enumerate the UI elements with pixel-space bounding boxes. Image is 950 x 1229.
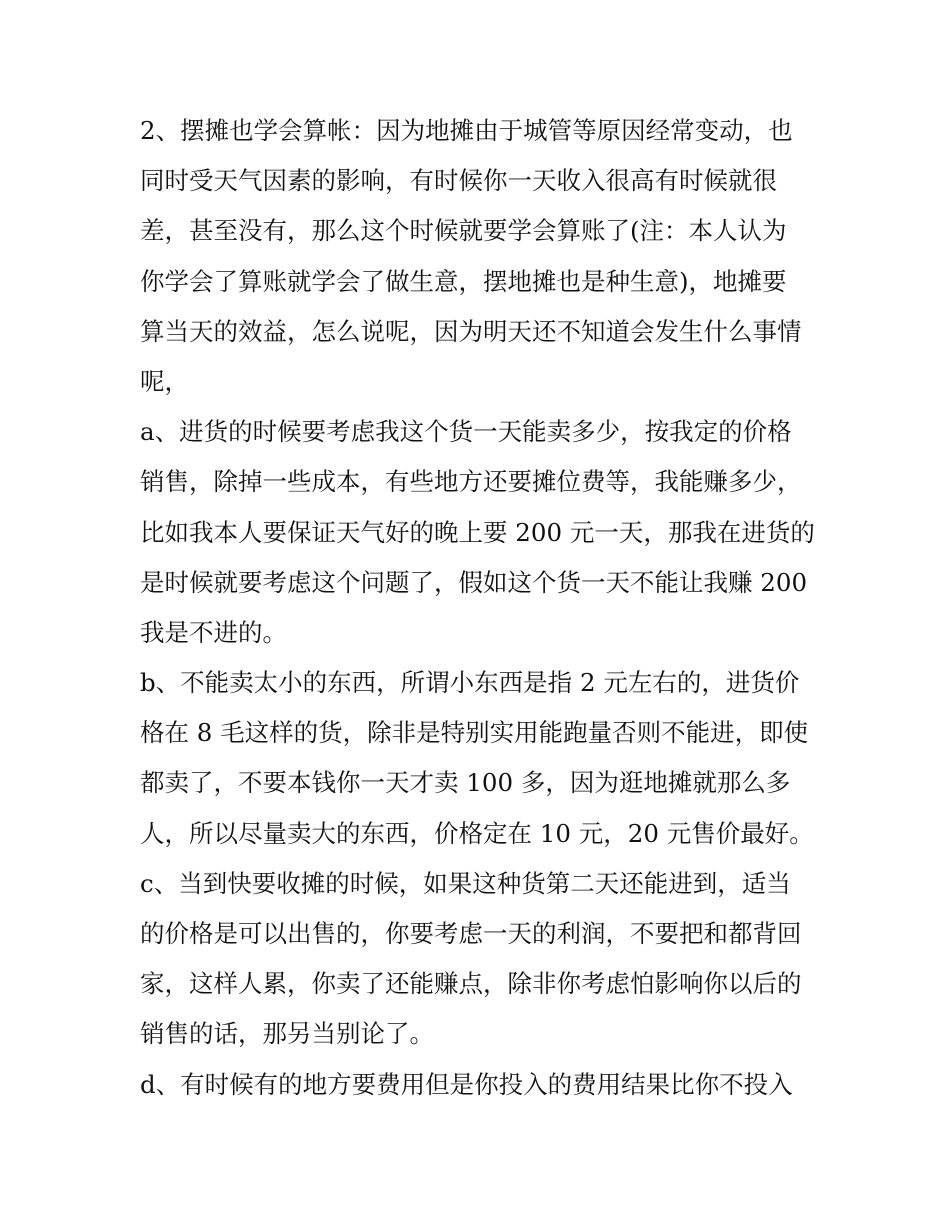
text-line: 算当天的效益，怎么说呢，因为明天还不知道会发生什么事情 (140, 316, 802, 346)
text-line: 销售的话，那另当别论了。 (140, 1019, 434, 1049)
text-line: 销售，除掉一些成本，有些地方还要摊位费等，我能赚多少， (140, 467, 802, 497)
text-line: 2、摆摊也学会算帐：因为地摊由于城管等原因经常变动，也 (140, 116, 793, 145)
text-line: 同时受天气因素的影响，有时候你一天收入很高有时候就很 (140, 166, 777, 196)
text-line: b、不能卖太小的东西，所谓小东西是指 2 元左右的，进货价 (140, 668, 800, 698)
text-line: 你学会了算账就学会了做生意，摆地摊也是种生意)，地摊要 (140, 266, 787, 296)
text-line: 是时候就要考虑这个问题了，假如这个货一天不能让我赚 200 (140, 567, 808, 597)
text-line: d、有时候有的地方要费用但是你投入的费用结果比你不投入 (140, 1069, 793, 1099)
text-line: 我是不进的。 (140, 617, 287, 647)
text-line: 格在 8 毛这样的货，除非是特别实用能跑量否则不能进，即使 (140, 718, 809, 748)
text-line: 差，甚至没有，那么这个时候就要学会算账了(注：本人认为 (140, 216, 787, 246)
document-body (140, 106, 820, 1110)
text-line: a、进货的时候要考虑我这个货一天能卖多少，按我定的价格 (140, 417, 792, 447)
text-line: 比如我本人要保证天气好的晚上要 200 元一天，那我在进货的 (140, 517, 815, 547)
text-line: 家，这样人累，你卖了还能赚点，除非你考虑怕影响你以后的 (140, 969, 802, 999)
text-line: 的价格是可以出售的，你要考虑一天的利润，不要把和都背回 (140, 919, 802, 948)
text-line: 人，所以尽量卖大的东西，价格定在 10 元，20 元售价最好。 (140, 818, 814, 848)
text-line: 都卖了，不要本钱你一天才卖 100 多，因为逛地摊就那么多 (140, 768, 791, 798)
text-line: 呢， (140, 366, 189, 396)
text-line: c、当到快要收摊的时候，如果这种货第二天还能进到，适当 (140, 868, 791, 898)
